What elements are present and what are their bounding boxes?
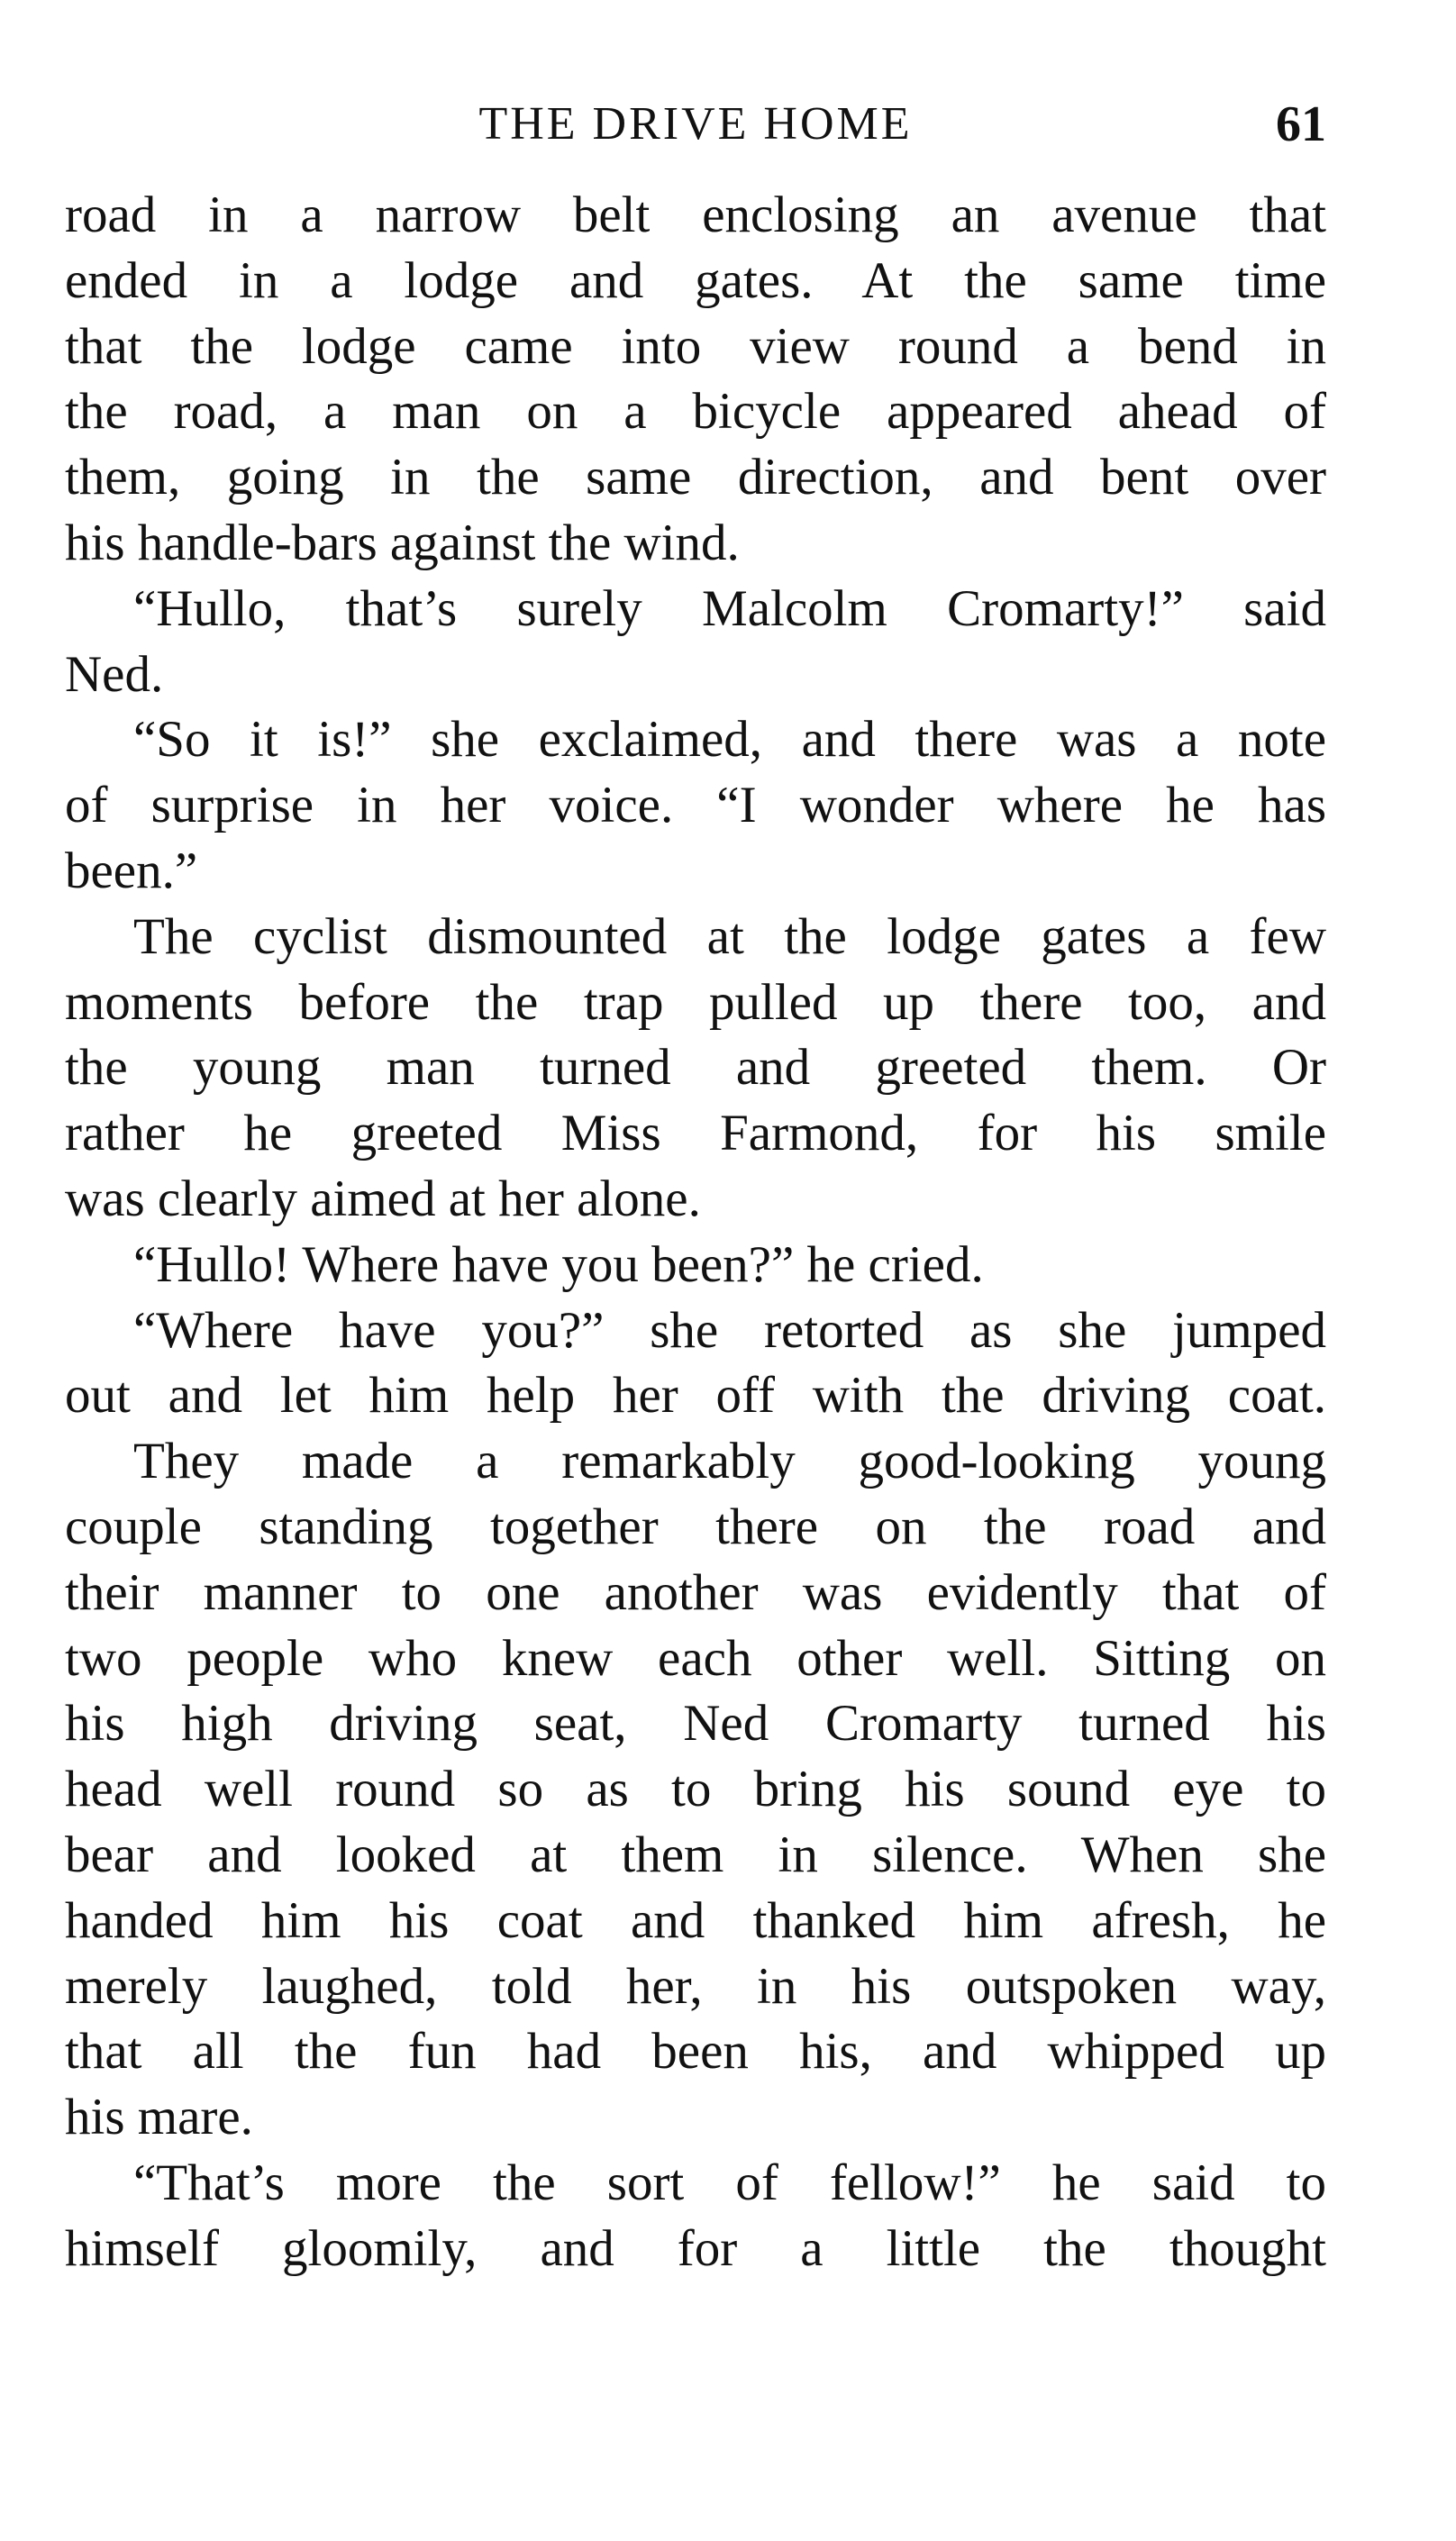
text-line: the road, a man on a bicycle appeared ahead of	[65, 383, 1326, 441]
text-line: been.”	[65, 842, 198, 899]
text-line: out and let him help her off with the driving coat.	[65, 1367, 1326, 1425]
text-line: rather he greeted Miss Farmond, for his smile	[65, 1105, 1326, 1162]
text-line: couple standing together there on the road and	[65, 1498, 1326, 1555]
text-line: his high driving seat, Ned Cromarty turned his	[65, 1695, 1326, 1753]
text-line: The cyclist dismounted at the lodge gates a few	[133, 907, 1326, 965]
text-line: road in a narrow belt enclosing an avenue that	[65, 187, 1326, 243]
text-line: merely laughed, told her, in his outspoken way,	[65, 1957, 1326, 2015]
text-line: “That’s more the sort of fellow!” he said to	[133, 2154, 1326, 2211]
text-line: was clearly aimed at her alone.	[65, 1170, 701, 1227]
text-line: They made a remarkably good-looking young	[133, 1433, 1326, 1490]
text-line: “Hullo! Where have you been?” he cried.	[133, 1235, 984, 1293]
text-line: himself gloomily, and for a little the thought	[65, 2219, 1326, 2277]
text-line: Ned.	[65, 645, 164, 703]
text-line: his handle-bars against the wind.	[65, 514, 740, 571]
body-text	[65, 183, 1326, 2282]
text-line: “So it is!” she exclaimed, and there was a note	[133, 711, 1326, 769]
text-line: them, going in the same direction, and bent over	[65, 449, 1326, 506]
text-line: handed him his coat and thanked him afresh, he	[65, 1891, 1326, 1949]
text-line: their manner to one another was evidently that of	[65, 1563, 1326, 1621]
running-title: THE DRIVE HOME	[478, 98, 913, 150]
text-line: “Hullo, that’s surely Malcolm Cromarty!” said	[133, 579, 1326, 637]
page-header	[65, 88, 1326, 160]
text-line: that all the fun had been his, and whipped up	[65, 2023, 1326, 2081]
text-line: the young man turned and greeted them. Or	[65, 1039, 1326, 1097]
page-number: 61	[1276, 96, 1326, 152]
text-line: his mare.	[65, 2089, 253, 2146]
text-line: of surprise in her voice. “I wonder where he has	[65, 777, 1326, 834]
text-line: bear and looked at them in silence. When she	[65, 1826, 1326, 1883]
text-line: two people who knew each other well. Sitting on	[65, 1629, 1326, 1687]
text-line: head well round so as to bring his sound eye to	[65, 1761, 1326, 1818]
text-line: ended in a lodge and gates. At the same time	[65, 251, 1326, 309]
text-line: “Where have you?” she retorted as she jumped	[133, 1301, 1326, 1359]
text-line: moments before the trap pulled up there too, and	[65, 973, 1326, 1031]
text-line: that the lodge came into view round a bend in	[65, 317, 1326, 375]
